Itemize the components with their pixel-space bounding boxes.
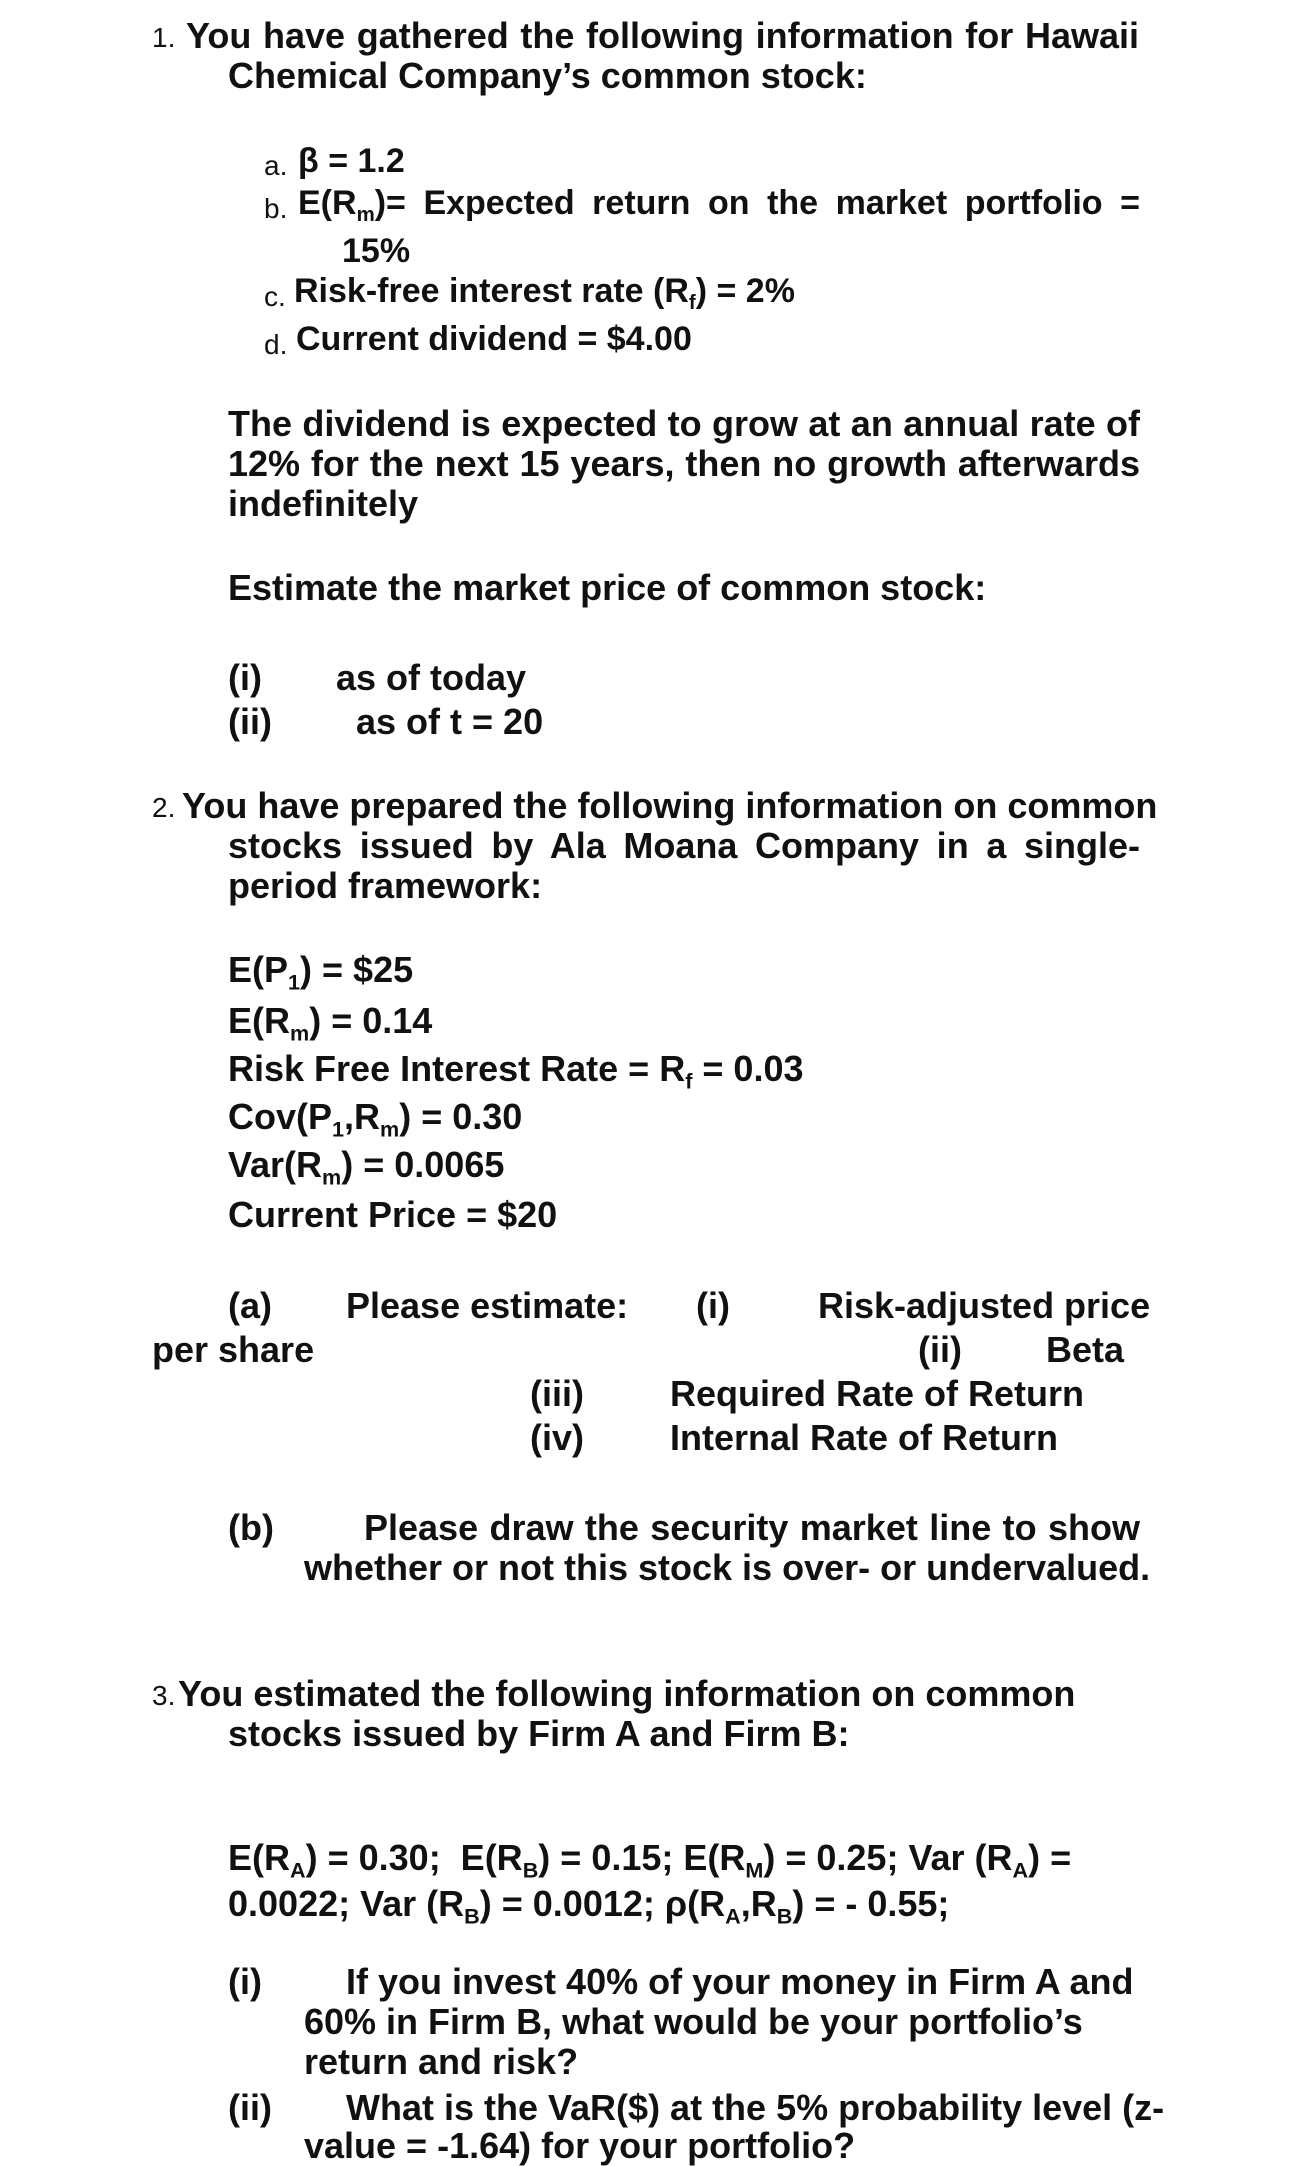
q1-estimate-prompt: Estimate the market price of common stock: bbox=[228, 567, 987, 608]
q2-a-i-text: Risk-adjusted price bbox=[818, 1285, 1151, 1326]
q3-data-line1: $E(R_A) = 0.30$; $E(R_B) = 0.15$; $E(R_M) = 0.25$; Var $(R_A)$ = bbox=[228, 1837, 1072, 1883]
q2-number: 2. bbox=[152, 792, 176, 823]
q2-part-a-text: Please estimate: bbox=[346, 1285, 629, 1326]
q1-item-a-text: β = 1.2 bbox=[298, 142, 405, 180]
q3-stem-line2: stocks issued by Firm A and Firm B: bbox=[228, 1713, 850, 1754]
q2-stem-line2: stocks issued by Ala Moana Company in a single- bbox=[228, 825, 1140, 866]
q3-number: 3. bbox=[152, 1680, 176, 1711]
q2-risk-free-rate: Risk Free Interest Rate = $R_f = 0.03$ bbox=[228, 1048, 804, 1094]
q3-part-ii-label: (ii) bbox=[228, 2087, 272, 2128]
q2-a-iv-label: (iv) bbox=[530, 1417, 584, 1458]
q2-per-share: per share bbox=[152, 1329, 315, 1370]
q2-part-a-label: (a) bbox=[228, 1285, 272, 1326]
q2-part-b-line2: whether or not this stock is over- or undervalued. bbox=[304, 1547, 1151, 1588]
q1-item-d-letter: d. bbox=[264, 329, 288, 360]
q1-part-i-text: as of today bbox=[336, 657, 527, 698]
q1-item-b-continuation: 15% bbox=[342, 232, 411, 270]
q3-part-i-line1: If you invest 40% of your money in Firm A and bbox=[346, 1961, 1134, 2002]
q2-a-iii-label: (iii) bbox=[530, 1373, 584, 1414]
q2-a-ii-text: Beta bbox=[1046, 1329, 1125, 1370]
q2-a-ii-label: (ii) bbox=[918, 1329, 962, 1370]
q3-part-ii-line1: What is the VaR($) at the 5% probability level (z- bbox=[346, 2087, 1165, 2128]
q1-growth-line2: 12% for the next 15 years, then no growth afterwards bbox=[228, 443, 1140, 484]
q2-a-iii-text: Required Rate of Return bbox=[670, 1373, 1085, 1414]
q3-stem-line1: You estimated the following information on common bbox=[178, 1673, 1076, 1714]
q1-part-ii-text: as of t = 20 bbox=[356, 701, 544, 742]
q1-item-c-letter: c. bbox=[264, 281, 286, 312]
q1-growth-line1: The dividend is expected to grow at an annual rate of bbox=[228, 403, 1140, 444]
q1-part-ii-label: (ii) bbox=[228, 701, 272, 742]
q1-item-c-text: Risk-free interest rate $(R_f) = 2\%$ bbox=[294, 272, 795, 315]
q2-a-iv-text: Internal Rate of Return bbox=[670, 1417, 1059, 1458]
q2-stem-line3: period framework: bbox=[228, 865, 543, 906]
q3-data-line2: 0.0022; Var $(R_B) = 0.0012$; $\rho(R_A,R_B)$ = - 0.55; bbox=[228, 1883, 950, 1929]
q2-current-price: Current Price = $20 bbox=[228, 1194, 558, 1235]
q2-covariance: $Cov(P_1,R_m) = 0.30$ bbox=[228, 1096, 523, 1142]
q2-stem-line1: You have prepared the following information on common bbox=[182, 785, 1158, 826]
q2-variance: $Var(R_m) = 0.0065$ bbox=[228, 1144, 505, 1190]
q3-part-i-line3: return and risk? bbox=[304, 2041, 579, 2082]
q2-part-b-line1: Please draw the security market line to show bbox=[364, 1507, 1140, 1548]
q2-expected-market-return: $E(R_m) = 0.14$ bbox=[228, 1000, 433, 1046]
q3-part-i-line2: 60% in Firm B, what would be your portfolio’s bbox=[304, 2001, 1083, 2042]
q1-item-b-text: $E(R_m)=$ Expected return on the market portfolio = bbox=[298, 184, 1140, 227]
q1-item-d-text: Current dividend = $4.00 bbox=[296, 320, 692, 358]
q3-part-i-label: (i) bbox=[228, 1961, 262, 2002]
q1-stem-line2: Chemical Company’s common stock: bbox=[228, 55, 867, 96]
q1-number: 1. bbox=[152, 22, 176, 53]
q1-item-a-letter: a. bbox=[264, 150, 288, 181]
q2-part-b-label: (b) bbox=[228, 1507, 274, 1548]
q1-growth-line3: indefinitely bbox=[228, 483, 419, 524]
q1-stem-line1: You have gathered the following information for Hawaii bbox=[186, 15, 1139, 56]
q2-a-i-label: (i) bbox=[696, 1285, 730, 1326]
q3-part-ii-line2: value = -1.64) for your portfolio? bbox=[304, 2125, 856, 2166]
q1-part-i-label: (i) bbox=[228, 657, 262, 698]
q1-item-b-letter: b. bbox=[264, 193, 288, 224]
q2-expected-price: $E(P_1)$ = $25 bbox=[228, 949, 414, 995]
